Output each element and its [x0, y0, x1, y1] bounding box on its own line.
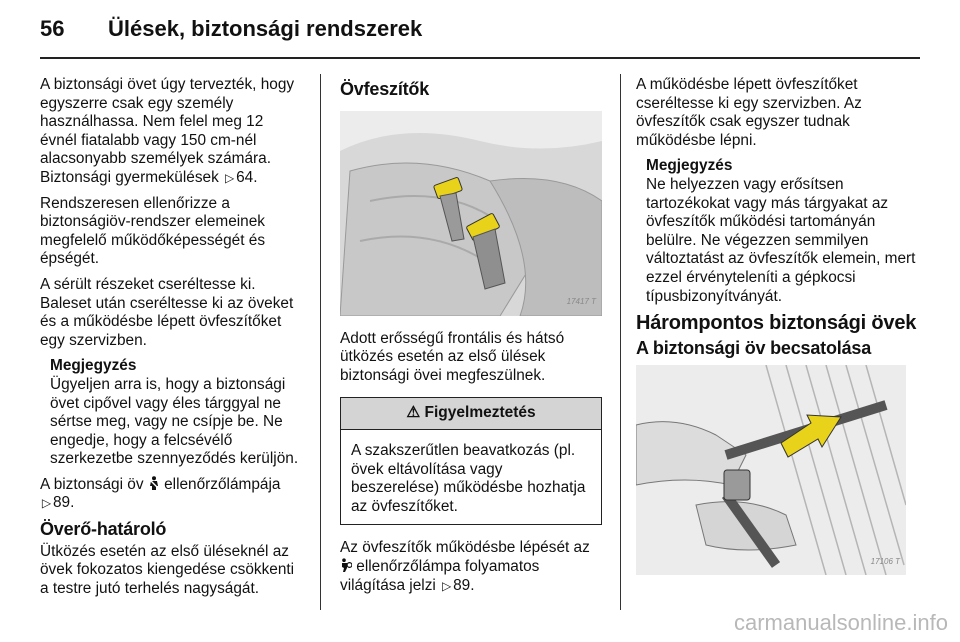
- paragraph-limiter: Ütközés esetén az első üléseknél az övek fokozatos kiengedése csökkenti a testre jutó terhelés nagyságát.: [40, 542, 295, 597]
- ref-pretensioner-lamp[interactable]: 89.: [453, 576, 475, 594]
- heading-belt-force-limiter: Överő-határoló: [40, 519, 167, 540]
- seat-buckle-illustration: [340, 111, 602, 316]
- warning-triangle-icon: ⚠: [406, 404, 421, 422]
- ref-child-seats[interactable]: 64.: [236, 168, 258, 186]
- paragraph-pretensioner-lamp: Az övfeszítők működésbe lépését az ellenőrzőlámpa folyamatos világítása jelzi ▷ 89.: [340, 539, 590, 594]
- page-number: 56: [40, 16, 65, 41]
- column-3: [636, 76, 922, 589]
- note-heading: Megjegyzés: [646, 157, 733, 175]
- airbag-pretensioner-icon: [340, 558, 352, 573]
- note-heading: Megjegyzés: [50, 357, 137, 375]
- figure-pretensioner: [340, 111, 602, 316]
- paragraph-replace-pretensioners: A működésbe lépett övfeszítőket cseréltesse ki egy szervizben. Az övfeszítők csak egyszer tudnak működésbe lépni.: [636, 76, 862, 149]
- heading-pretensioners: Övfeszítők: [340, 79, 430, 99]
- header-rule: [40, 57, 920, 59]
- heading-three-point-belts: Hárompontos biztonsági övek: [636, 312, 917, 335]
- page-header: [40, 16, 422, 52]
- seatbelt-warning-icon: [148, 476, 160, 491]
- warning-title: Figyelmeztetés: [424, 404, 536, 422]
- paragraph-pretensioner: Adott erősségű frontális és hátsó ütközés esetén az első ülések biztonsági övei megfeszülnek.: [340, 329, 565, 384]
- column-2: [340, 76, 604, 602]
- paragraph-replace: A sérült részeket cseréltesse ki. Baleset után cseréltesse ki az öveket és a működésbe lépett övfeszítőket egy szervizben.: [40, 275, 294, 349]
- note-body: Ne helyezzen vagy erősítsen tartozékokat vagy más tárgyakat az övfeszítők működési tartományán belülre. Ne végezzen semmilyen változtatást az övfeszítők elemein, mert ezzel érvényteleníti a gépkocsi típusbizonyítványát.: [646, 175, 916, 305]
- watermark: carmanualsonline.info: [733, 610, 948, 635]
- paragraph-usage: A biztonsági övet úgy tervezték, hogy egyszerre csak egy személy használhassa. Nem felel meg 12 évnél fiatalabb vagy 150 cm-nél alacsonyabb személyek számára. Biztonsági gyermekülések ▷ 64.: [40, 76, 295, 186]
- note-body: Ügyeljen arra is, hogy a biztonsági övet cipővel vagy éles tárggyal ne sértse meg, vagy ne csípje be. Ne engedje, hogy a felcsévélő szerkezetbe szennyeződés kerüljön.: [50, 375, 299, 468]
- column-1: [40, 76, 304, 605]
- column-divider-2: [620, 74, 621, 610]
- paragraph-check: Rendszeresen ellenőrizze a biztonságiöv-rendszer elemeinek megfelelő működőképességét és épségét.: [40, 194, 266, 268]
- warning-box: [340, 397, 602, 525]
- column-divider-1: [320, 74, 321, 610]
- triangle-ref-icon: ▷: [224, 170, 235, 185]
- figure-fastening: [636, 365, 906, 575]
- ref-belt-lamp[interactable]: 89.: [53, 494, 75, 512]
- paragraph-belt-lamp: A biztonsági öv ellenőrzőlámpája ▷ 89.: [40, 475, 281, 512]
- figure-code: 17106 T: [870, 556, 900, 566]
- warning-body: A szakszerűtlen beavatkozás (pl. övek eltávolítása vagy beszerelése) működésbe hozhatja az övfeszítőket.: [351, 441, 586, 515]
- triangle-ref-icon: ▷: [441, 578, 452, 593]
- note-block: [40, 357, 304, 469]
- belt-fastening-illustration: [636, 365, 906, 575]
- warning-header: [341, 398, 601, 430]
- heading-fastening: A biztonsági öv becsatolása: [636, 337, 871, 358]
- figure-code: 17417 T: [566, 297, 596, 306]
- note-block-2: [636, 157, 922, 306]
- page-title: Ülések, biztonsági rendszerek: [108, 16, 423, 41]
- triangle-ref-icon: ▷: [41, 496, 52, 511]
